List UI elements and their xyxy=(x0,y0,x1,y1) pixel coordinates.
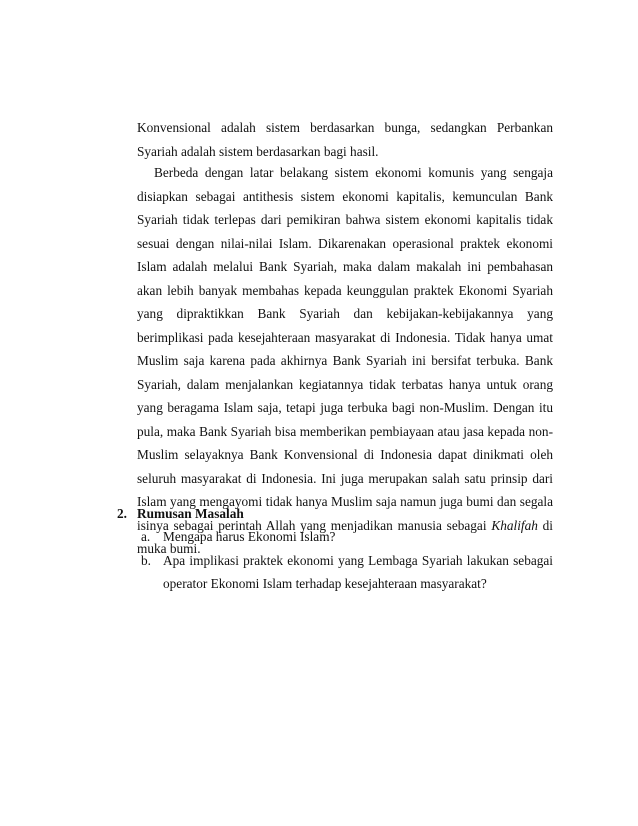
paragraph-2-text: Berbeda dengan latar belakang sistem ekonomi komunis yang sengaja disiapkan sebagai antithesis sistem ekonomi kapitalis, kemunculan Bank Syariah tidak terlepas dari pemikiran bahwa sistem ekonomi kapitalis tidak sesuai dengan nilai-nilai Islam. Dikarenakan operasional praktek ekonomi Islam adalah melalui Bank Syariah, maka dalam makalah ini pembahasan akan lebih banyak membahas kepada keunggulan praktek Ekonomi Syariah yang dipraktikkan Bank Syariah dan kebijakan-kebijakannya yang berimplikasi pada kesejahteraan masyarakat di Indonesia. Tidak hanya umat Muslim saja karena pada akhirnya Bank Syariah ini bersifat terbuka. Bank Syariah, dalam menjalankan kegiatannya tidak terbatas hanya untuk orang yang beragama Islam saja, tetapi juga terbuka bagi non-Muslim. Dengan itu pula, maka Bank Syariah bisa memberikan pembiayaan atau jasa kepada non-Muslim selayaknya Bank Konvensional di Indonesia dapat dinikmati oleh seluruh masyarakat di Indonesia. Ini juga merupakan salah satu prinsip dari Islam yang mengayomi tidak hanya Muslim saja namun juga bumi dan segala isinya sebagai perintah Allah yang menjadikan manusia sebagai xyxy=(137,165,553,533)
paragraph-2-ending: di muka bumi. xyxy=(137,517,553,556)
section-title: Rumusan Masalah xyxy=(137,506,244,521)
list-marker: a. xyxy=(141,529,151,544)
paragraph-2 xyxy=(137,161,553,561)
question-list xyxy=(141,525,553,596)
list-item-text: Apa implikasi praktek ekonomi yang Lembaga Syariah lakukan sebagai operator Ekonomi Islam terhadap kesejahteraan masyarakat? xyxy=(163,552,553,591)
paragraph-1: Konvensional adalah sistem berdasarkan bunga, sedangkan Perbankan Syariah adalah sistem berdasarkan bagi hasil. xyxy=(137,120,553,159)
section-heading xyxy=(117,502,244,526)
list-item xyxy=(141,549,553,596)
list-item xyxy=(141,525,553,549)
list-marker: b. xyxy=(141,552,151,568)
section-number: 2. xyxy=(117,506,127,521)
italic-term: Khalifah xyxy=(491,517,538,533)
list-item-text: Mengapa harus Ekonomi Islam? xyxy=(163,529,336,544)
